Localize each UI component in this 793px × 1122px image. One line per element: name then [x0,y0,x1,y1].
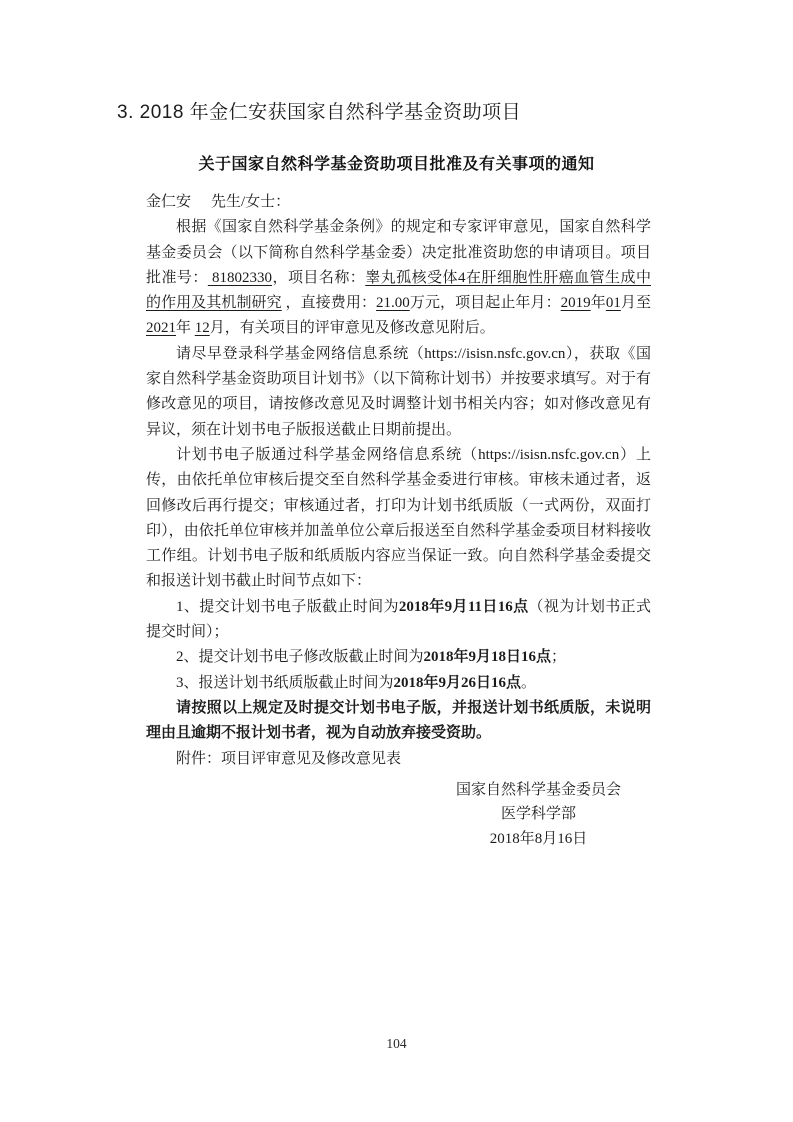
recipient-name: 金仁安 [146,194,192,210]
signature-date: 2018年8月16日 [489,830,588,847]
approval-number: 81802330 [207,269,273,286]
end-month: 12 [194,320,210,337]
document-body [146,190,651,851]
year-char1: 年 [590,295,606,312]
start-year: 2019 [560,295,591,312]
deadline-3-prefix: 3、报送计划书纸质版截止时间为 [176,674,394,691]
attachment-line: 附件：项目评审意见及修改意见表 [176,750,402,767]
deadline-3-suffix: 。 [521,674,537,691]
approval-mid4-text: 月至 [620,295,651,312]
approval-lead-text: 根据《国家自然科学基金条例》的规定和专家评审意见，国家自然科学基金委员会（以下简称自然科学基金委）决定批准资助您的申请项目。项目批准号： [146,219,651,286]
funding-amount: 21.00 [376,295,410,312]
salutation-suffix: 先生/女士： [211,194,291,210]
deadline-3-datetime: 2018年9月26日16点 [393,674,522,691]
signature-organization: 国家自然科学基金委员会 [455,781,621,798]
deadline-2-datetime: 2018年9月18日16点 [423,649,552,666]
notice-title: 关于国家自然科学基金资助项目批准及有关事项的通知 [198,156,595,173]
deadline-item-3 [146,671,651,696]
end-year: 2021 [146,320,176,337]
signature-block [396,778,681,852]
deadline-item-1 [146,595,651,646]
approval-mid3-text: 万元，项目起止年月： [409,295,561,312]
start-month: 01 [605,295,621,312]
signature-department: 医学科学部 [500,806,576,823]
page-number: 104 [386,1036,407,1051]
deadline-item-2 [146,645,651,670]
approval-tail-text: 月，有关项目的评审意见及修改意见附后。 [209,320,495,337]
approval-mid2-text: ，直接费用： [281,295,377,312]
paragraph-login-instructions: 请尽早登录科学基金网络信息系统（https://isisn.nsfc.gov.cn），获取《国家自然科学基金资助项目计划书》（以下简称计划书）并按要求填写。对于有修改意见的项目，请按修改意见及时调整计划书相关内容；如对修改意见有异议，须在计划书电子版报送截止日期前提出。 [146,345,651,438]
deadline-1-prefix: 1、提交计划书电子版截止时间为 [176,598,399,615]
deadline-2-prefix: 2、提交计划书电子修改版截止时间为 [176,649,424,666]
deadline-1-datetime: 2018年9月11日16点 [398,598,529,615]
salutation [146,190,651,215]
section-title: 3. 2018 年金仁安获国家自然科学基金资助项目 [117,102,522,123]
paragraph-warning: 请按照以上规定及时提交计划书电子版，并报送计划书纸质版，未说明理由且逾期不报计划书者，视为自动放弃接受资助。 [146,699,651,742]
approval-mid1-text: ，项目名称： [272,269,366,286]
deadline-1-suffix: （视为计划书正式提交时间）； [146,598,651,641]
year-char2: 年 [176,320,195,337]
deadline-2-suffix: ； [551,649,567,666]
project-title: 睾丸孤核受体4在肝细胞性肝癌血管生成中的作用及其机制研究 [146,269,651,312]
paragraph-approval [146,215,651,341]
paragraph-submission-process: 计划书电子版通过科学基金网络信息系统（https://isisn.nsfc.gov.cn）上传，由依托单位审核后提交至自然科学基金委进行审核。审核未通过者，返回修改后再行提交；审核通过者，打印为计划书纸质版（一式两份，双面打印），由依托单位审核并加盖单位公章后报送至自然科学基金委项目材料接收工作组。计划书电子版和纸质版内容应当保证一致。向自然科学基金委提交和报送计划书截止时间节点如下： [146,446,651,590]
